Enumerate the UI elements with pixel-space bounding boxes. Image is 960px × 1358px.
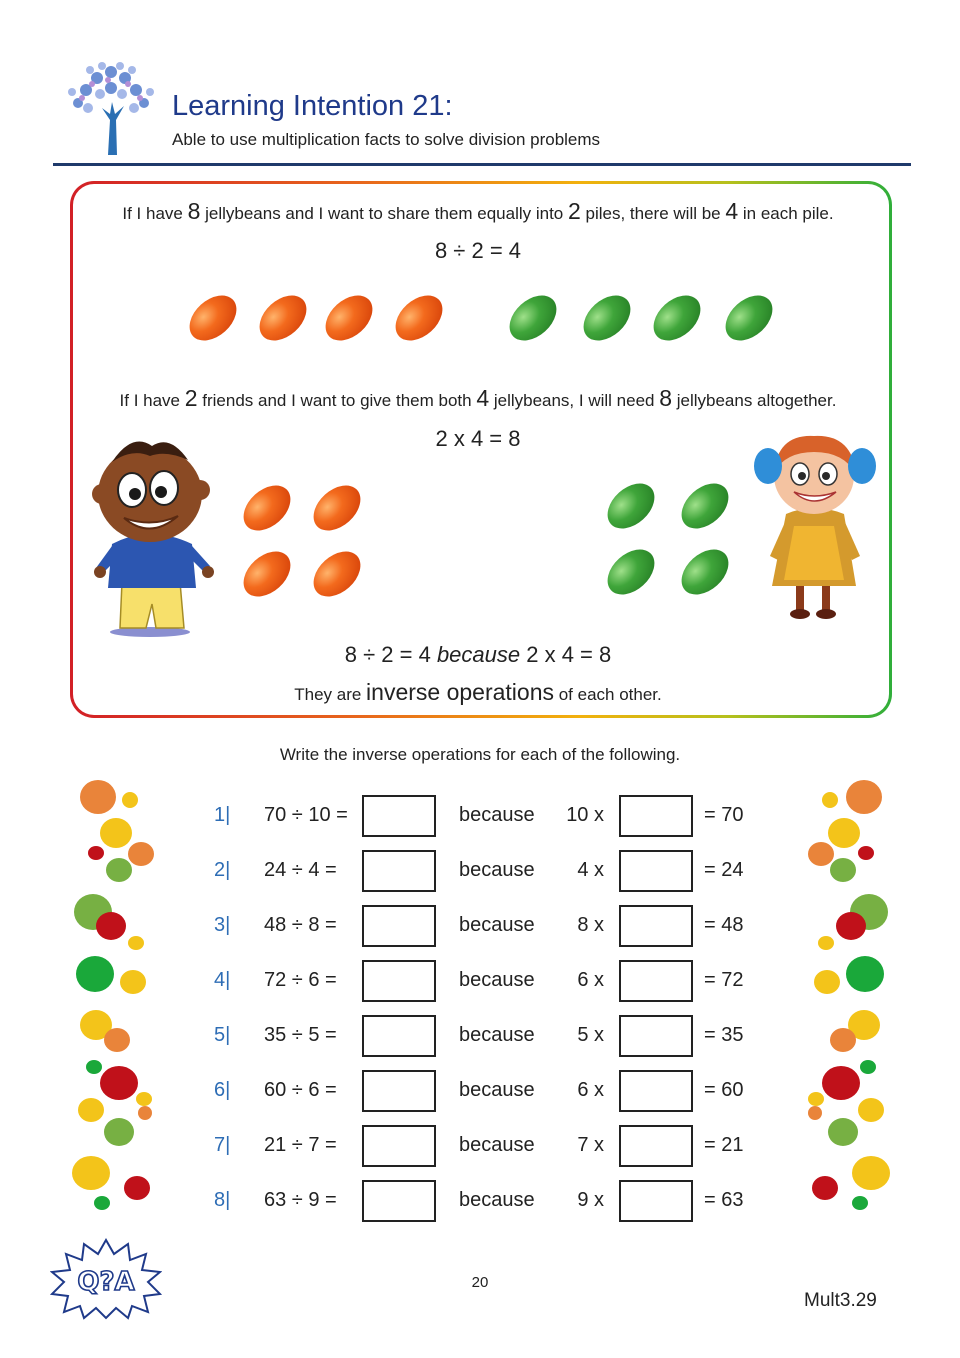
quotient-answer-box[interactable] (362, 960, 436, 1002)
division-sentence: If I have 8 jellybeans and I want to share them equally into 2 piles, there will be 4 in each pile. (122, 198, 834, 224)
factor-answer-box[interactable] (619, 905, 693, 947)
page-title: Learning Intention 21: (172, 90, 453, 122)
multiplication-equation: 2 x 4 = 8 (435, 426, 521, 451)
dot-icon (808, 1092, 824, 1106)
division-expression: 60 ÷ 6 = (264, 1079, 337, 1101)
multiplication-expression: 6 x (577, 969, 604, 991)
dot-icon (818, 936, 834, 950)
exercise-row (0, 1015, 960, 1057)
factor-answer-box[interactable] (619, 1180, 693, 1222)
division-expression: 70 ÷ 10 = (264, 804, 348, 826)
exercise-row (0, 1125, 960, 1167)
page-number: 20 (471, 1274, 489, 1291)
dot-icon (138, 1106, 152, 1120)
dot-icon (124, 1176, 150, 1200)
question-number: 5| (214, 1024, 231, 1046)
division-expression: 63 ÷ 9 = (264, 1189, 337, 1211)
worksheet-code: Mult3.29 (804, 1290, 877, 1311)
quotient-answer-box[interactable] (362, 1015, 436, 1057)
dot-icon (852, 1156, 890, 1190)
factor-answer-box[interactable] (619, 960, 693, 1002)
exercise-row (0, 795, 960, 837)
dot-icon (808, 842, 834, 866)
factor-answer-box[interactable] (619, 850, 693, 892)
quotient-answer-box[interactable] (362, 905, 436, 947)
dot-icon (822, 1066, 860, 1100)
factor-answer-box[interactable] (619, 1070, 693, 1112)
multiplication-expression: 6 x (577, 1079, 604, 1101)
dot-icon (846, 780, 882, 814)
dot-icon (78, 1098, 104, 1122)
tree-logo-icon (64, 58, 158, 156)
because-label: because (459, 969, 535, 991)
dot-icon (100, 818, 132, 848)
dot-icon (836, 912, 866, 940)
division-expression: 35 ÷ 5 = (264, 1024, 337, 1046)
dot-icon (808, 1106, 822, 1120)
multiplication-expression: 8 x (577, 914, 604, 936)
product-value: = 35 (704, 1024, 744, 1046)
multiplication-sentence: If I have 2 friends and I want to give them both 4 jellybeans, I will need 8 jellybeans altogether. (119, 385, 837, 411)
dot-icon (136, 1092, 152, 1106)
boy-character-illustration (92, 432, 218, 638)
header-divider (53, 163, 911, 166)
dot-icon (830, 1028, 856, 1052)
inverse-conclusion-equation: 8 ÷ 2 = 4 because 2 x 4 = 8 (344, 642, 612, 667)
learning-intention-subtitle: Able to use multiplication facts to solve division problems (172, 130, 601, 149)
dot-icon (828, 818, 860, 848)
question-number: 8| (214, 1189, 231, 1211)
quotient-answer-box[interactable] (362, 850, 436, 892)
because-label: because (459, 804, 535, 826)
dot-icon (828, 1118, 858, 1146)
dot-icon (858, 846, 874, 860)
dot-icon (830, 858, 856, 882)
dot-icon (858, 1098, 884, 1122)
multiplication-expression: 9 x (577, 1189, 604, 1211)
factor-answer-box[interactable] (619, 1015, 693, 1057)
quotient-answer-box[interactable] (362, 1070, 436, 1112)
dot-icon (812, 1176, 838, 1200)
because-label: because (459, 1189, 535, 1211)
division-expression: 72 ÷ 6 = (264, 969, 337, 991)
because-label: because (459, 1079, 535, 1101)
product-value: = 60 (704, 1079, 744, 1101)
factor-answer-box[interactable] (619, 795, 693, 837)
dot-icon (814, 970, 840, 994)
product-value: = 48 (704, 914, 744, 936)
quotient-answer-box[interactable] (362, 1125, 436, 1167)
dot-icon (100, 1066, 138, 1100)
because-label: because (459, 1024, 535, 1046)
question-number: 4| (214, 969, 231, 991)
dot-icon (96, 912, 126, 940)
because-label: because (459, 1134, 535, 1156)
dot-icon (86, 1060, 102, 1074)
division-expression: 21 ÷ 7 = (264, 1134, 337, 1156)
dot-icon (122, 792, 138, 808)
exercise-instruction: Write the inverse operations for each of the following. (279, 745, 681, 764)
question-number: 6| (214, 1079, 231, 1101)
division-equation: 8 ÷ 2 = 4 (434, 238, 522, 263)
product-value: = 72 (704, 969, 744, 991)
factor-answer-box[interactable] (619, 1125, 693, 1167)
multiplication-expression: 10 x (566, 804, 604, 826)
dot-icon (106, 858, 132, 882)
dot-icon (822, 792, 838, 808)
girl-character-illustration (752, 430, 880, 622)
qa-logo-text: Q?A (77, 1267, 135, 1297)
product-value: = 21 (704, 1134, 744, 1156)
question-number: 3| (214, 914, 231, 936)
product-value: = 63 (704, 1189, 744, 1211)
dot-icon (104, 1028, 130, 1052)
quotient-answer-box[interactable] (362, 1180, 436, 1222)
question-number: 7| (214, 1134, 231, 1156)
because-label: because (459, 914, 535, 936)
dot-icon (846, 956, 884, 992)
multiplication-expression: 7 x (577, 1134, 604, 1156)
dot-icon (80, 780, 116, 814)
exercise-row (0, 905, 960, 947)
dot-icon (104, 1118, 134, 1146)
question-number: 1| (214, 804, 231, 826)
dot-icon (94, 1196, 110, 1210)
dot-icon (76, 956, 114, 992)
product-value: = 70 (704, 804, 744, 826)
multiplication-expression: 4 x (577, 859, 604, 881)
dot-icon (72, 1156, 110, 1190)
dot-icon (88, 846, 104, 860)
multiplication-expression: 5 x (577, 1024, 604, 1046)
dot-icon (120, 970, 146, 994)
product-value: = 24 (704, 859, 744, 881)
dot-icon (128, 936, 144, 950)
dot-icon (860, 1060, 876, 1074)
dot-icon (852, 1196, 868, 1210)
because-label: because (459, 859, 535, 881)
division-expression: 24 ÷ 4 = (264, 859, 337, 881)
division-expression: 48 ÷ 8 = (264, 914, 337, 936)
dot-icon (128, 842, 154, 866)
inverse-operations-note: They are inverse operations of each other. (294, 679, 662, 705)
quotient-answer-box[interactable] (362, 795, 436, 837)
question-number: 2| (214, 859, 231, 881)
